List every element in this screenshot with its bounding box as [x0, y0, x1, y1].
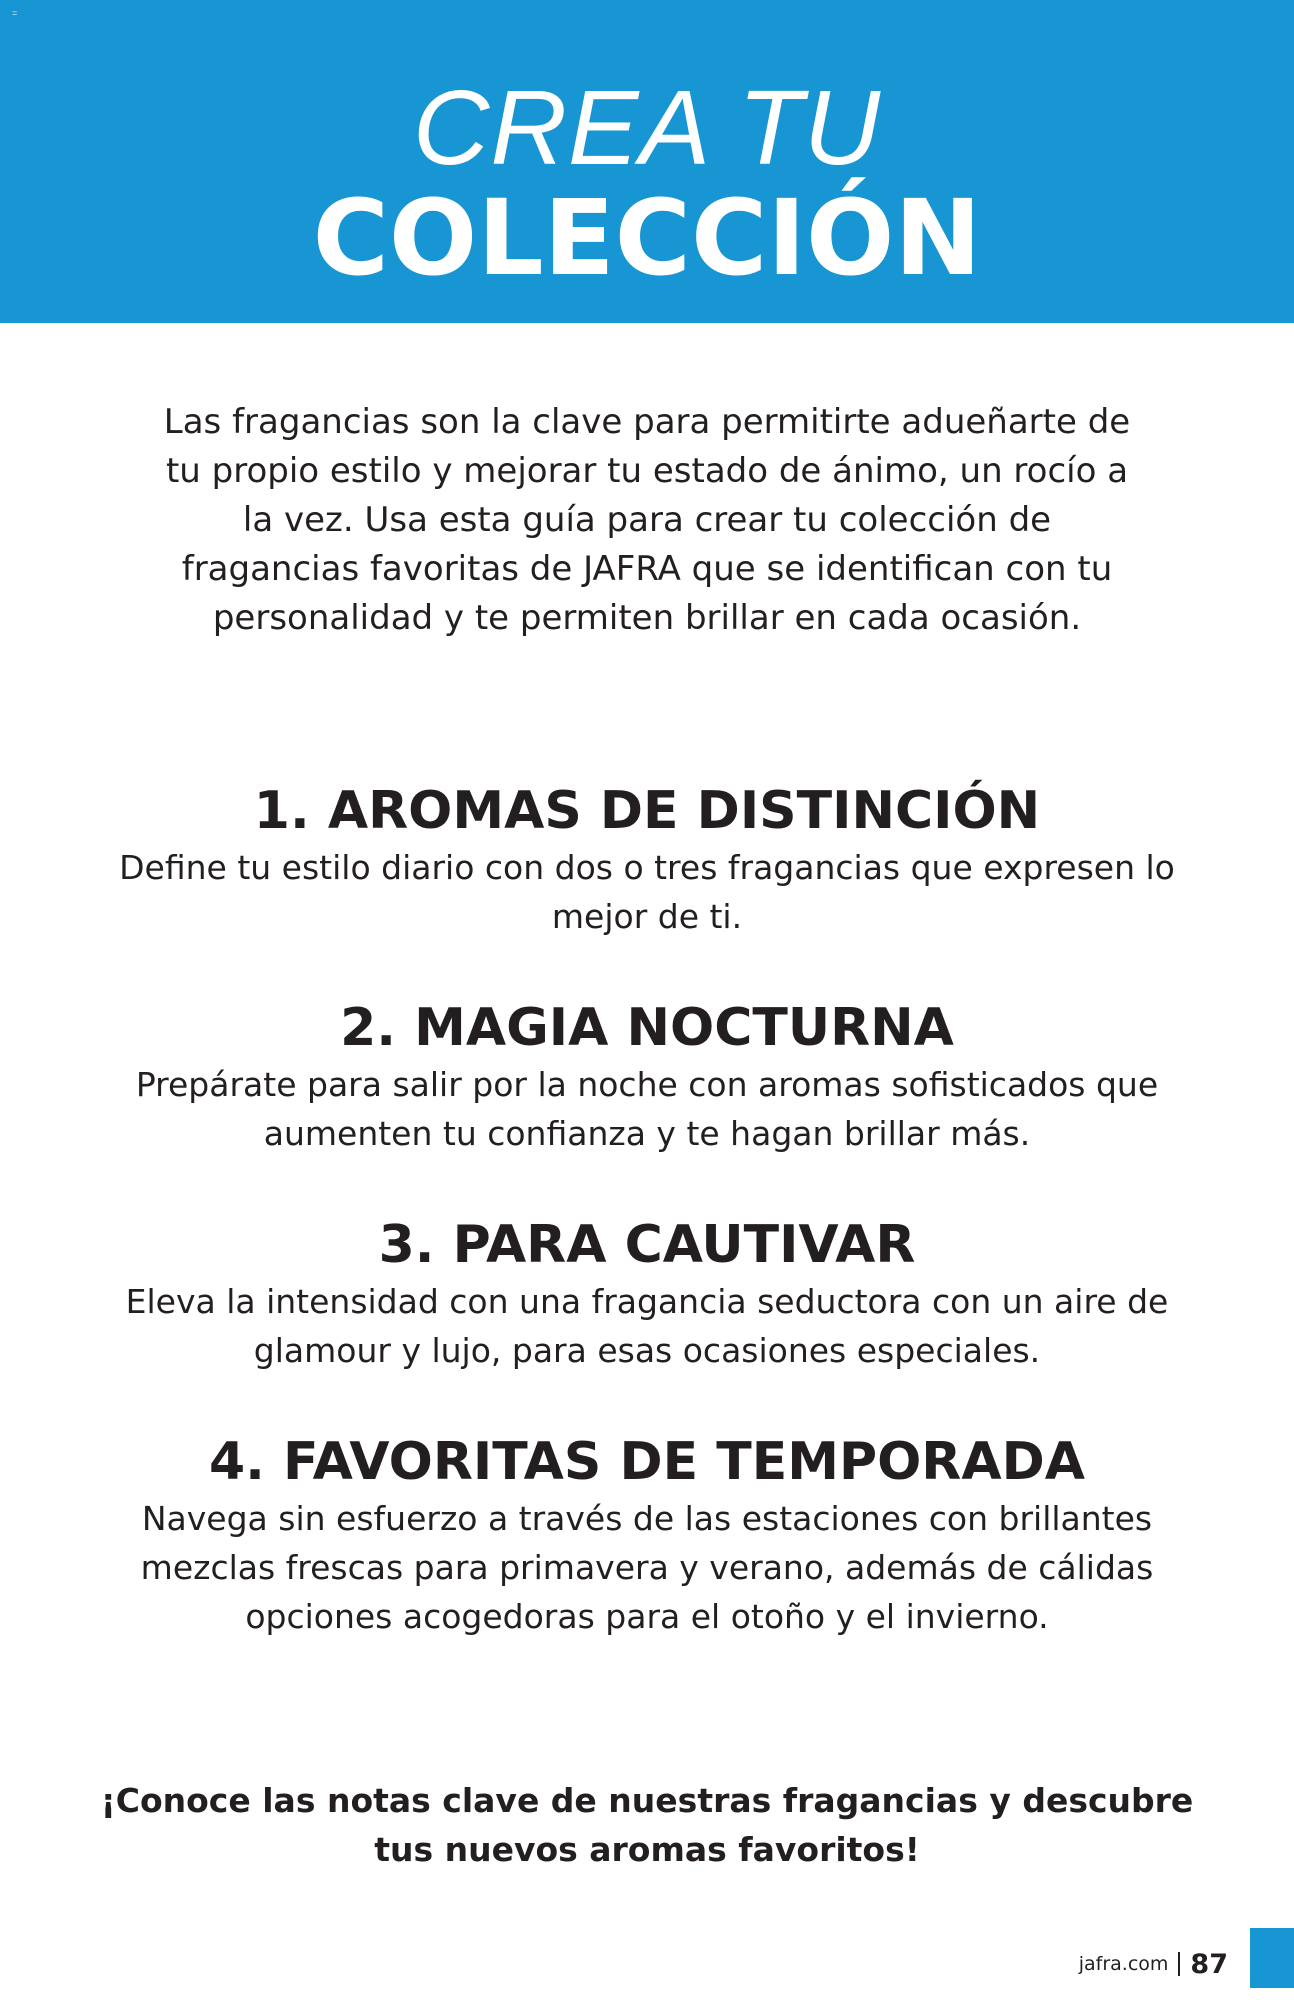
section-aromas-de-distincion [100, 779, 1194, 941]
section-body: Prepárate para salir por la noche con aromas sofisticados que aumenten tu confianza y te hagan brillar más. [135, 1065, 1159, 1153]
section-body: Eleva la intensidad con una fragancia seductora con un aire de glamour y lujo, para esas ocasiones especiales. [125, 1282, 1169, 1370]
call-to-action: ¡Conoce las notas clave de nuestras fragancias y descubre tus nuevos aromas favoritos! [100, 1781, 1194, 1869]
section-heading: 1. AROMAS DE DISTINCIÓN [253, 781, 1041, 841]
section-magia-nocturna [100, 996, 1194, 1158]
page-number: 87 [1190, 1948, 1228, 1980]
page-corner-tab [1250, 1928, 1294, 1988]
header-band [0, 0, 1294, 323]
section-body: Define tu estilo diario con dos o tres fragancias que expresen lo mejor de ti. [119, 848, 1175, 936]
corner-mark: = [12, 8, 18, 18]
section-favoritas-de-temporada [100, 1430, 1194, 1641]
section-body: Navega sin esfuerzo a través de las estaciones con brillantes mezclas frescas para primavera y verano, además de cálidas opciones acogedoras para el otoño y el invierno. [140, 1499, 1154, 1636]
page-title-line-2: COLECCIÓN [312, 177, 982, 299]
section-para-cautivar [100, 1213, 1194, 1375]
page-title-line-1: CREA TU [412, 69, 882, 187]
section-heading: 4. FAVORITAS DE TEMPORADA [208, 1432, 1085, 1492]
section-heading: 3. PARA CAUTIVAR [378, 1215, 916, 1275]
section-heading: 2. MAGIA NOCTURNA [340, 998, 954, 1058]
footer-divider [1178, 1952, 1180, 1976]
intro-paragraph: Las fragancias son la clave para permitirte adueñarte de tu propio estilo y mejorar tu estado de ánimo, un rocío a la vez. Usa esta guía para crear tu colección de fragancias favoritas de JAFRA que se identifican con tu personalidad y te permiten brillar en cada ocasión. [163, 402, 1131, 638]
page-footer [1079, 1944, 1228, 1984]
site-url: jafra.com [1078, 1953, 1169, 1975]
